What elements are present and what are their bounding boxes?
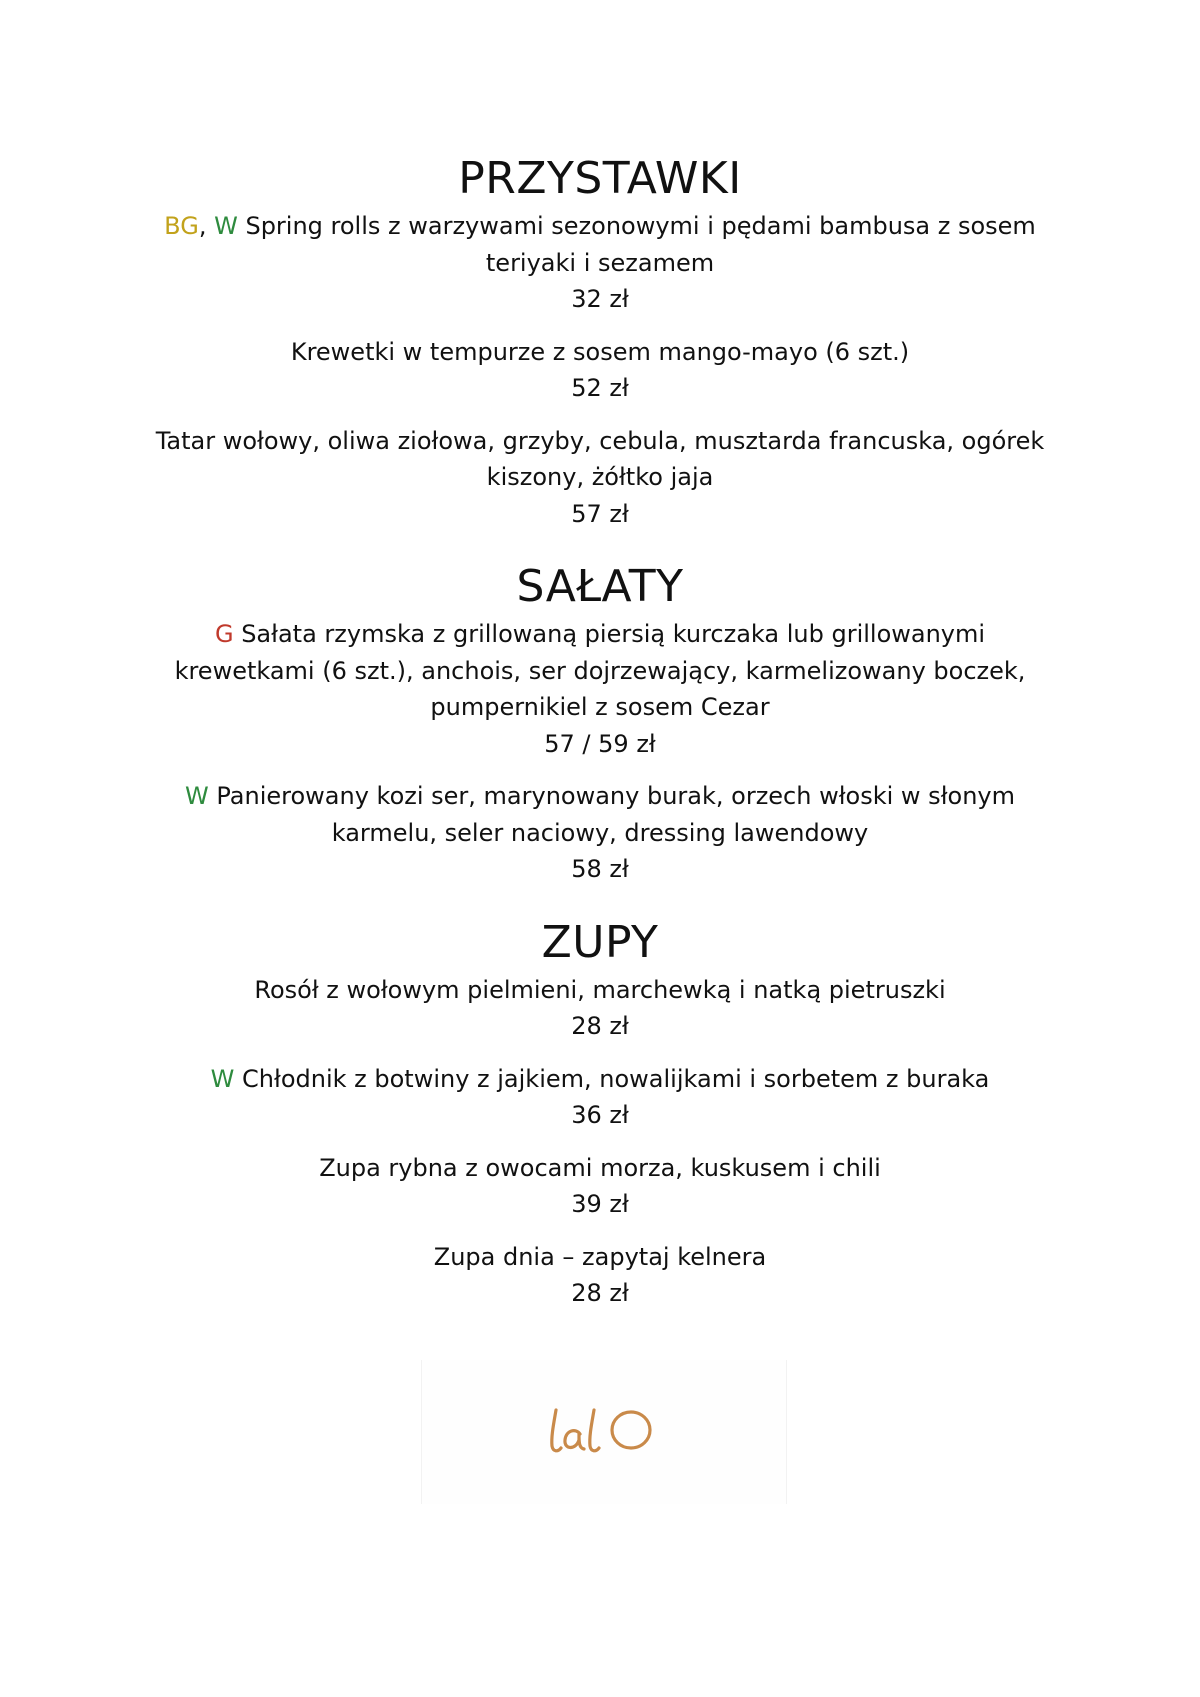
item-description: Zupa rybna z owocami morza, kuskusem i chili — [319, 1153, 881, 1182]
section-title: PRZYSTAWKI — [458, 153, 742, 204]
menu-item — [150, 334, 1050, 407]
section-salaty — [0, 558, 1200, 888]
item-description: Tatar wołowy, oliwa ziołowa, grzyby, cebula, musztarda francuska, ogórek kiszony, żółtko jaja — [155, 426, 1045, 491]
menu-item — [150, 616, 1050, 762]
allergen-tag: BG — [164, 212, 199, 240]
menu-item — [150, 1150, 1050, 1223]
item-price: 58 zł — [571, 855, 629, 883]
logo-box — [421, 1360, 787, 1504]
item-description: Panierowany kozi ser, marynowany burak, orzech włoski w słonym karmelu, seler naciowy, dressing lawendowy — [216, 782, 1015, 847]
allergen-tag: W — [214, 212, 238, 240]
item-price: 39 zł — [571, 1190, 629, 1218]
menu-item — [150, 1061, 1050, 1134]
menu-page — [0, 150, 1200, 1312]
item-description: Spring rolls z warzywami sezonowymi i pędami bambusa z sosem teriyaki i sezamem — [245, 212, 1036, 277]
allergen-tag: W — [185, 782, 209, 810]
section-przystawki — [0, 150, 1200, 532]
item-description: Rosół z wołowym pielmieni, marchewką i natką pietruszki — [254, 975, 946, 1004]
item-description: Zupa dnia – zapytaj kelnera — [433, 1242, 767, 1271]
item-price: 36 zł — [571, 1101, 629, 1129]
menu-item — [150, 778, 1050, 888]
item-description: Sałata rzymska z grillowaną piersią kurczaka lub grillowanymi krewetkami (6 szt.), anchois, ser dojrzewający, karmelizowany boczek, pumpernikiel z sosem Cezar — [174, 620, 1026, 721]
item-price: 28 zł — [571, 1012, 629, 1040]
menu-item — [150, 1239, 1050, 1312]
item-price: 28 zł — [571, 1279, 629, 1307]
lalo-logo — [544, 1404, 664, 1460]
section-title: ZUPY — [541, 916, 659, 968]
section-title: SAŁATY — [516, 561, 684, 612]
menu-item — [150, 972, 1050, 1045]
item-price: 32 zł — [571, 285, 629, 313]
allergen-tag: W — [210, 1064, 235, 1093]
allergen-tag: G — [214, 620, 234, 648]
item-description: Chłodnik z botwiny z jajkiem, nowalijkami i sorbetem z buraka — [242, 1064, 990, 1093]
tag-separator: , — [198, 212, 215, 240]
item-description: Krewetki w tempurze z sosem mango-mayo (6 szt.) — [290, 337, 910, 366]
section-zupy — [0, 914, 1200, 1312]
item-price: 52 zł — [571, 374, 629, 402]
item-price: 57 / 59 zł — [544, 729, 656, 758]
menu-item — [150, 423, 1050, 533]
item-price: 57 zł — [571, 499, 629, 528]
menu-item — [150, 208, 1050, 318]
